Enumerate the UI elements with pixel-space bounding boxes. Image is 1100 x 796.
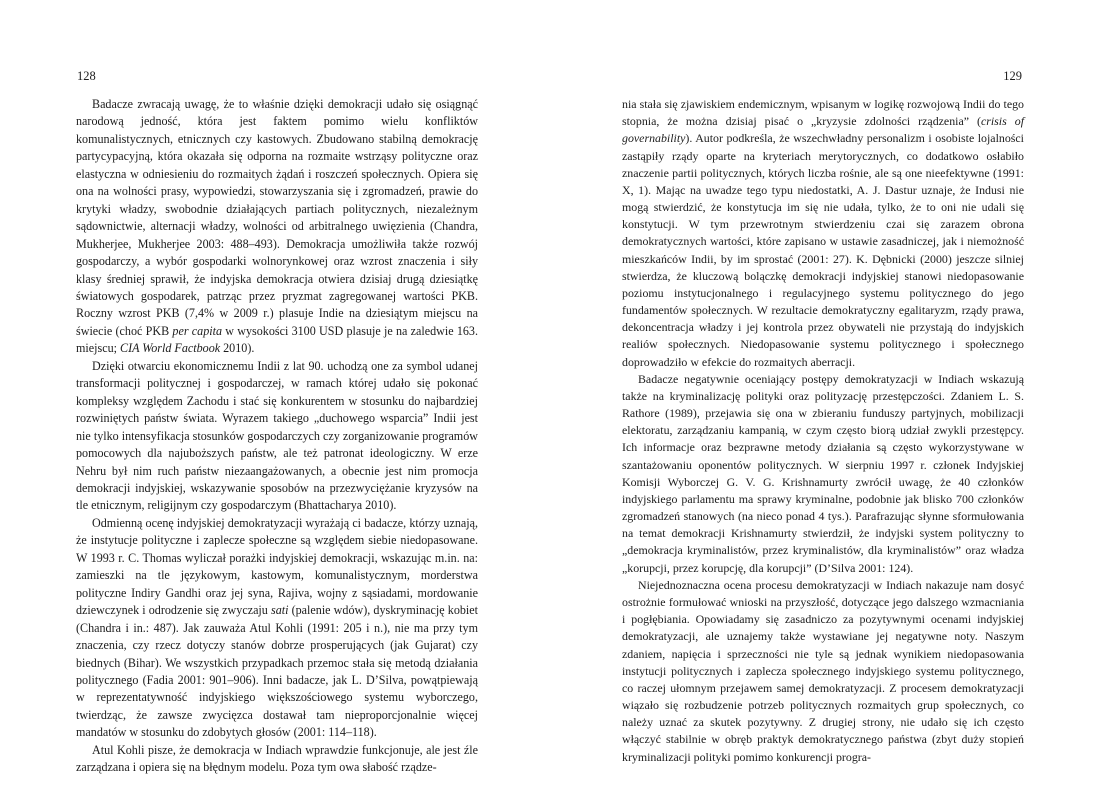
text-run: Badacze negatywnie oceniający postępy demokratyzacji w Indiach wskazują także na kryminalizację polityki oraz polityzację przestępczości. Zdaniem L. S. Rathore (1989), przejawia się ona w zbieraniu funduszy partyjnych, mobilizacji elektoratu, zarządzaniu kampanią, w czym często biorą udział zwykli przestępcy. Ich informacje oraz bezprawne metody działania są często wykorzystywane w szantażowaniu oponentów politycznych. W sierpniu 1997 r. członek Indyjskiej Komisji Wyborczej G. V. G. Krishnamurty zwrócił uwagę, że 40 członków indyjskiego parlamentu ma sprawy kryminalne, podobnie jak blisko 700 członków zgromadzeń stanowych (na nieco ponad 4 tys.). Parafrazując słynne sformułowania na temat demokracji Krishnamurty stwierdził, że indyjski system polityczny to „demokracja kryminalistów, przez kryminalistów, dla kryminalistów” oraz władza „korupcji, przez korupcję, dla korupcji” (D’Silva 2001: 124). bbox=[622, 371, 1024, 575]
text-run: Badacze zwracają uwagę, że to właśnie dzięki demokracji udało się osiągnąć narodową jedność, która jest faktem pomimo wielu konfliktów komunalistycznych, etnicznych czy kastowych. Zbudowano stabilną demokrację partycypacyjną, która okazała się odporna na rozmaite wstrząsy polityczne oraz elastyczna w odniesieniu do rozmaitych żądań i roszczeń społecznych. Opiera się ona na wolności prasy, wypowiedzi, stowarzyszania się i zgromadzeń, prawie do krytyki władzy, swobodnie działających partiach politycznych, niezależnym sądownictwie, alternacji władzy, wolności od arbitralnego uwięzienia (Chandra, Mukherjee, Mukherjee 2003: 488–493). Demokracja umożliwiła także rozwój gospodarczy, a wybór gospodarki wolnorynkowej oraz wzrost znaczenia i siły klasy średniej sprawił, że indyjska demokracja otwiera dzisiaj drugą dziesiątkę światowych gospodarek, patrząc przez pryzmat zagregowanej wartości PKB. Roczny wzrost PKB (7,4% w 2009 r.) plasuje Indie na dziesiątym miejscu na świecie (choć PKB bbox=[76, 97, 478, 338]
paragraph bbox=[76, 96, 478, 358]
text-run: Odmienną ocenę indyjskiej demokratyzacji wyrażają ci badacze, którzy uznają, że instytucje polityczne i zaplecze społeczne są względem siebie niedopasowane. W 1993 r. C. Thomas wyliczał porażki indyjskiej demokracji, wskazując m.in. na: zamieszki na tle językowym, kastowym, komunalistycznym, morderstwa polityczne Indiry Gandhi oraz jej syna, Rajiva, wojny z sąsiadami, mordowanie dziewczynek i odrodzenie się zwyczaju bbox=[76, 515, 478, 618]
italic-text: sati bbox=[270, 603, 289, 618]
right-page bbox=[550, 0, 1100, 796]
paragraph bbox=[622, 577, 1024, 766]
text-run: nia stała się zjawiskiem endemicznym, wpisanym w logikę rozwojową Indii do tego stopnia, że można dzisiaj pisać o „kryzysie zdolności rządzenia” ( bbox=[622, 97, 1024, 129]
paragraph bbox=[622, 371, 1024, 577]
page-number: 128 bbox=[77, 69, 96, 83]
text-run: Atul Kohli pisze, że demokracja w Indiach wprawdzie funkcjonuje, ale jest źle zarządzana i opiera się na błędnym modelu. Poza tym owa słabość rządze- bbox=[76, 742, 478, 775]
page-number: 129 bbox=[1003, 69, 1022, 83]
paragraph bbox=[76, 515, 478, 742]
text-run: Dzięki otwarciu ekonomicznemu Indii z lat 90. uchodzą one za symbol udanej transformacji politycznej i gospodarczej, w ramach której udało się pokonać kompleksy względem Zachodu i stać się konkurentem w stosunku do najbardziej rozwiniętych państw świata. Wyrazem takiego „duchowego wsparcia” Indii jest nie tylko intensyfikacja stosunków gospodarczych czy zorganizowanie programów pomocowych dla najuboższych państw, ale też patronat ideologiczny. W erze Nehru był nim ruch państw niezaangażowanych, a obecnie jest nim promocja demokracji indyjskiej, wskazywanie sposobów na przezwyciężanie kryzysów na tle etnicznym, religijnym czy gospodarczym (Bhattacharya 2010). bbox=[76, 358, 478, 513]
paragraph bbox=[76, 742, 478, 777]
text-run: 2010). bbox=[220, 341, 255, 356]
text-run: ). Autor podkreśla, że wszechwładny personalizm i osobiste lojalności zastąpiły rządy oparte na kryteriach merytorycznych, co dodatkowo osłabiło znaczenie partii politycznych, których liczba rośnie, ale są one nieefektywne (1991: X, 1). Mając na uwadze tego typu niedostatki, A. J. Dastur uznaje, że Indusi nie mogą stwierdzić, że konstytucja im się nie udała, tylko, że to oni nie udali się konstytucji. W tym przewrotnym stwierdzeniu czai się zarazem obrona demokratycznych wartości, które zapisano w ustawie zasadniczej, jak i niemożność mieszkańców Indii, by im sprostać (2001: 27). K. Dębnicki (2000) jeszcze silniej stwierdza, że kluczową bolączkę demokracji indyjskiej stanowi niedopasowanie poziomu instytucjonalnego i regulacyjnego systemu politycznego do jego fundamentów społecznych. W rezultacie demokratyczny egalitaryzm, rządy prawa, dekoncentracja władzy i jej kontrola przez obywateli nie przystają do indyjskich realiów społecznych. Niedopasowanie systemu politycznego i społecznego doprowadziło w efekcie do rozmaitych aberracji. bbox=[622, 131, 1024, 369]
text-run: (palenie wdów), dyskryminację kobiet (Chandra i in.: 487). Jak zauważa Atul Kohli (1991: 205 i n.), nie ma przy tym znaczenia, czy rzecz dotyczy stanów dobrze prosperujących (jak Gujarat) czy biednych (Bihar). We wszystkich przypadkach przemoc stała się metodą działania politycznego (Fadia 2001: 901–906). Inni badacze, jak L. D’Silva, powątpiewają w reprezentatywność indyjskiego większościowego systemu wyborczego, twierdząc, że zawsze zwycięzca dostawał tam nieproporcjonalnie więcej mandatów w stosunku do zdobytych głosów (2001: 114–118). bbox=[76, 603, 478, 740]
text-run: Niejednoznaczna ocena procesu demokratyzacji w Indiach nakazuje nam dosyć ostrożnie formułować wnioski na przyszłość, dotyczące jego dalszego wzmacniania i pogłębiania. Opowiadamy się zasadniczo za pozytywnymi ocenami indyjskiej demokratyzacji, ale uznajemy także wystawiane jej negatywne noty. Naszym zdaniem, napięcia i sprzeczności nie tyle są jednak wynikiem niedopasowania instytucji politycznych i zaplecza społecznego indyjskiego systemu politycznego, co raczej ułomnym przejawem samej demokratyzacji. Z procesem demokratyzacji wiązało się rozbudzenie potrzeb politycznych rozmaitych grup społecznych, co należy uznać za skutek pozytywny. Z drugiej strony, nie udało się ich często włączyć stabilnie w obręb praktyk demokratycznego państwa (zbyt duży stopień kryminalizacji polityki pomimo konkurencji progra- bbox=[622, 577, 1024, 764]
paragraph bbox=[622, 96, 1024, 371]
italic-text: per capita bbox=[172, 323, 223, 338]
text-run: w wysokości 3100 USD plasuje je na zaledwie 163. miejscu; bbox=[76, 323, 479, 356]
body-text bbox=[76, 96, 478, 777]
italic-text: crisis of governability bbox=[622, 114, 1024, 146]
paragraph bbox=[76, 358, 478, 515]
italic-text: CIA World Factbook bbox=[120, 341, 221, 356]
body-text bbox=[622, 96, 1024, 766]
